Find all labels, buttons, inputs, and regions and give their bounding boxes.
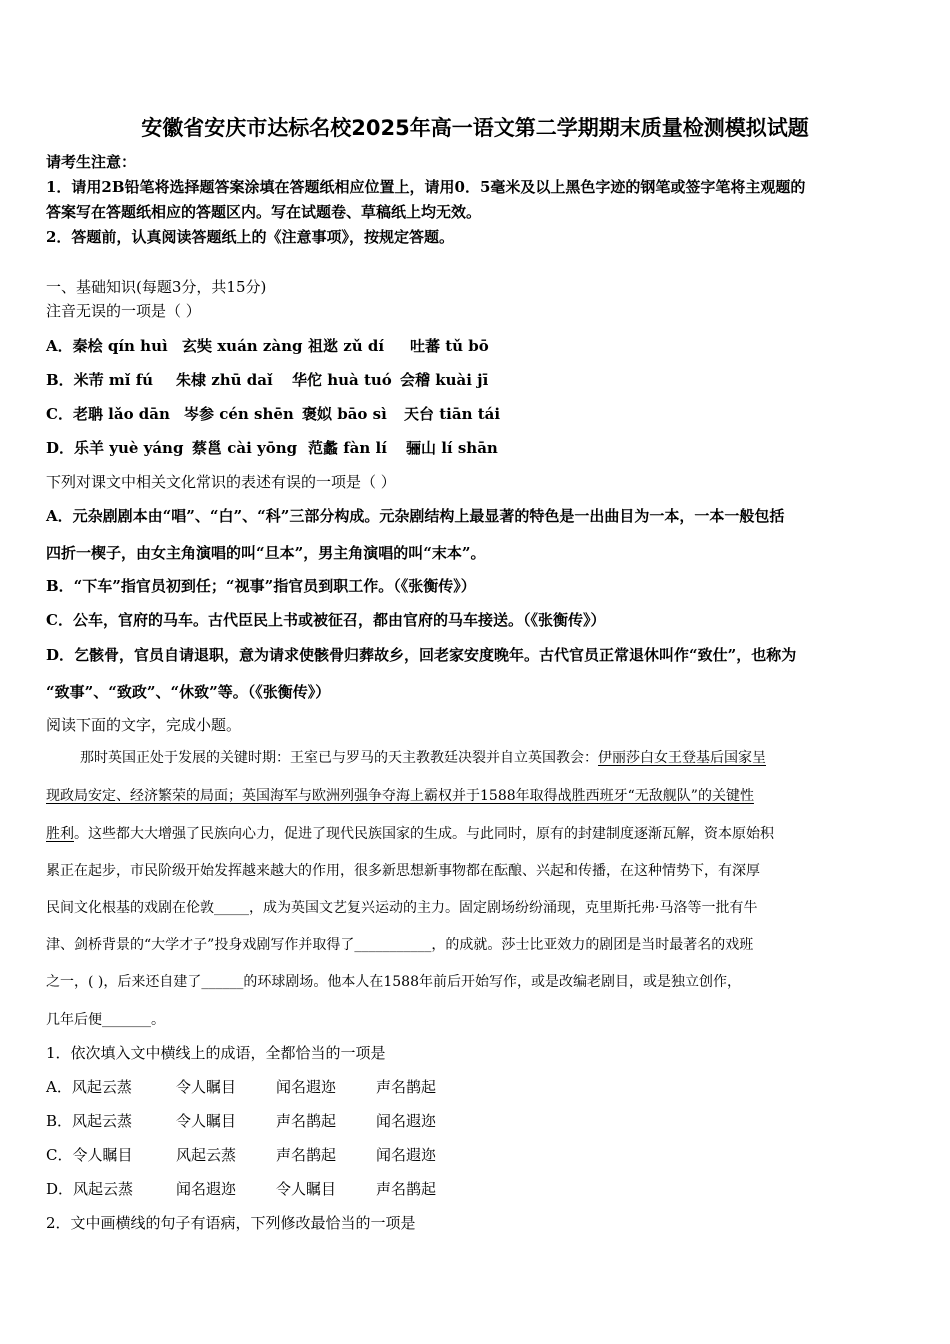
option-part: 岑参 cén shēn bbox=[184, 405, 294, 423]
section-heading: 一、基础知识(每题3分，共15分) bbox=[46, 278, 267, 296]
option-part: D．风起云蒸 bbox=[46, 1180, 134, 1198]
passage-line-5: 民间文化根基的戏剧在伦敦_____，成为英国文艺复兴运动的主力。固定剧场纷纷涌现，克里斯托弗·马洛等一批有牛 bbox=[46, 900, 758, 916]
q1-option-d bbox=[46, 438, 498, 458]
q3-option-b bbox=[46, 1111, 436, 1131]
notice-line-1b: 答案写在答题纸相应的答题区内。写在试题卷、草稿纸上均无效。 bbox=[46, 203, 482, 221]
option-part: 朱棣 zhū daǐ bbox=[176, 371, 273, 389]
q3-option-a bbox=[46, 1077, 436, 1097]
q2-option-d-line-1: D．乞骸骨，官员自请退职，意为请求使骸骨归葬故乡，回老家安度晚年。古代官员正常退休叫作“致仕”，也称为 bbox=[46, 646, 797, 664]
passage-underlined-text: 伊丽莎白女王登基后国家呈 bbox=[598, 750, 766, 766]
passage-text: 。这些都大大增强了民族向心力，促进了现代民族国家的生成。与此同时，原有的封建制度逐渐瓦解，资本原始积 bbox=[74, 826, 774, 842]
option-part: 蔡邕 cài yōng bbox=[192, 439, 298, 457]
q4-stem: 2．文中画横线的句子有语病，下列修改最恰当的一项是 bbox=[46, 1214, 416, 1232]
option-part: 令人瞩目 bbox=[176, 1078, 237, 1096]
q3-stem: 1．依次填入文中横线上的成语，全都恰当的一项是 bbox=[46, 1044, 386, 1062]
q2-option-a-line-2: 四折一楔子，由女主角演唱的叫“旦本”，男主角演唱的叫“末本”。 bbox=[46, 544, 486, 562]
option-part: 吐蕃 tǔ bō bbox=[410, 337, 489, 355]
q1-option-c bbox=[46, 404, 500, 424]
passage-line-3 bbox=[46, 824, 774, 844]
option-part: 闻名遐迩 bbox=[376, 1146, 437, 1164]
option-part: D．乐羊 yuè yáng bbox=[46, 439, 184, 457]
q2-option-b: B．“下车”指官员初到任；“视事”指官员到职工作。（《张衡传》） bbox=[46, 577, 476, 595]
option-part: 风起云蒸 bbox=[176, 1146, 237, 1164]
option-part: 闻名遐迩 bbox=[276, 1078, 337, 1096]
q3-option-c bbox=[46, 1145, 436, 1165]
passage-line-4: 累正在起步，市民阶级开始发挥越来越大的作用，很多新思想新事物都在酝酿、兴起和传播，在这种情势下，有深厚 bbox=[46, 863, 760, 879]
option-part: 令人瞩目 bbox=[276, 1180, 337, 1198]
q2-stem: 下列对课文中相关文化常识的表述有误的一项是（ ） bbox=[46, 473, 396, 491]
notice-heading: 请考生注意： bbox=[46, 153, 137, 171]
passage-line-1 bbox=[80, 748, 766, 768]
passage-underlined-text: 胜利 bbox=[46, 826, 74, 842]
passage-line-6: 津、剑桥背景的“大学才子”投身戏剧写作并取得了___________，的成就。莎士比亚效力的剧团是当时最著名的戏班 bbox=[46, 937, 754, 953]
notice-line-1: 1．请用2B铅笔将选择题答案涂填在答题纸相应位置上，请用0．5毫米及以上黑色字迹的钢笔或签字笔将主观题的 bbox=[46, 178, 806, 196]
q1-option-b bbox=[46, 370, 488, 390]
option-part: C．老聃 lǎo dān bbox=[46, 405, 170, 423]
option-part: 声名鹊起 bbox=[276, 1146, 337, 1164]
option-part: A．风起云蒸 bbox=[46, 1078, 132, 1096]
passage-line-7: 之一，( )，后来还自建了______的环球剧场。他本人在1588年前后开始写作，或是改编老剧目，或是独立创作， bbox=[46, 974, 742, 990]
reading-intro: 阅读下面的文字，完成小题。 bbox=[46, 716, 242, 734]
option-part: 闻名遐迩 bbox=[176, 1180, 237, 1198]
q2-option-c: C．公车，官府的马车。古代臣民上书或被征召，都由官府的马车接送。（《张衡传》） bbox=[46, 611, 606, 629]
option-part: C．令人瞩目 bbox=[46, 1146, 133, 1164]
passage-text: 那时英国正处于发展的关键时期：王室已与罗马的天主教教廷决裂并自立英国教会： bbox=[80, 750, 598, 766]
option-part: A．秦桧 qín huì bbox=[46, 337, 168, 355]
notice-line-2: 2．答题前，认真阅读答题纸上的《注意事项》，按规定答题。 bbox=[46, 228, 454, 246]
q2-option-d-line-2: “致事”、“致政”、“休致”等。（《张衡传》） bbox=[46, 683, 331, 701]
option-part: 声名鹊起 bbox=[376, 1078, 437, 1096]
q1-stem: 注音无误的一项是（ ） bbox=[46, 302, 201, 320]
option-part: 骊山 lí shān bbox=[406, 439, 498, 457]
option-part: 会稽 kuài jī bbox=[400, 371, 489, 389]
q2-option-a-line-1: A．元杂剧剧本由“唱”、“白”、“科”三部分构成。元杂剧结构上最显著的特色是一出曲目为一本，一本一般包括 bbox=[46, 507, 785, 525]
option-part: 祖逖 zǔ dí bbox=[308, 337, 385, 355]
option-part: 范蠡 fàn lí bbox=[308, 439, 387, 457]
passage-line-2: 现政局安定、经济繁荣的局面；英国海军与欧洲列强争夺海上霸权并于1588年取得战胜西班牙“无敌舰队”的关键性 bbox=[46, 788, 754, 804]
option-part: 玄奘 xuán zàng bbox=[182, 337, 303, 355]
passage-line-8: 几年后便_______。 bbox=[46, 1012, 165, 1028]
option-part: 华佗 huà tuó bbox=[292, 371, 392, 389]
q3-option-d bbox=[46, 1179, 436, 1199]
page-title: 安徽省安庆市达标名校2025年高一语文第二学期期末质量检测模拟试题 bbox=[141, 116, 809, 140]
option-part: B．米芾 mǐ fú bbox=[46, 371, 154, 389]
q1-option-a bbox=[46, 336, 489, 356]
option-part: 令人瞩目 bbox=[176, 1112, 237, 1130]
option-part: 声名鹊起 bbox=[276, 1112, 337, 1130]
option-part: B．风起云蒸 bbox=[46, 1112, 133, 1130]
option-part: 天台 tiān tái bbox=[404, 405, 501, 423]
option-part: 闻名遐迩 bbox=[376, 1112, 437, 1130]
option-part: 声名鹊起 bbox=[376, 1180, 437, 1198]
option-part: 褒姒 bāo sì bbox=[302, 405, 387, 423]
